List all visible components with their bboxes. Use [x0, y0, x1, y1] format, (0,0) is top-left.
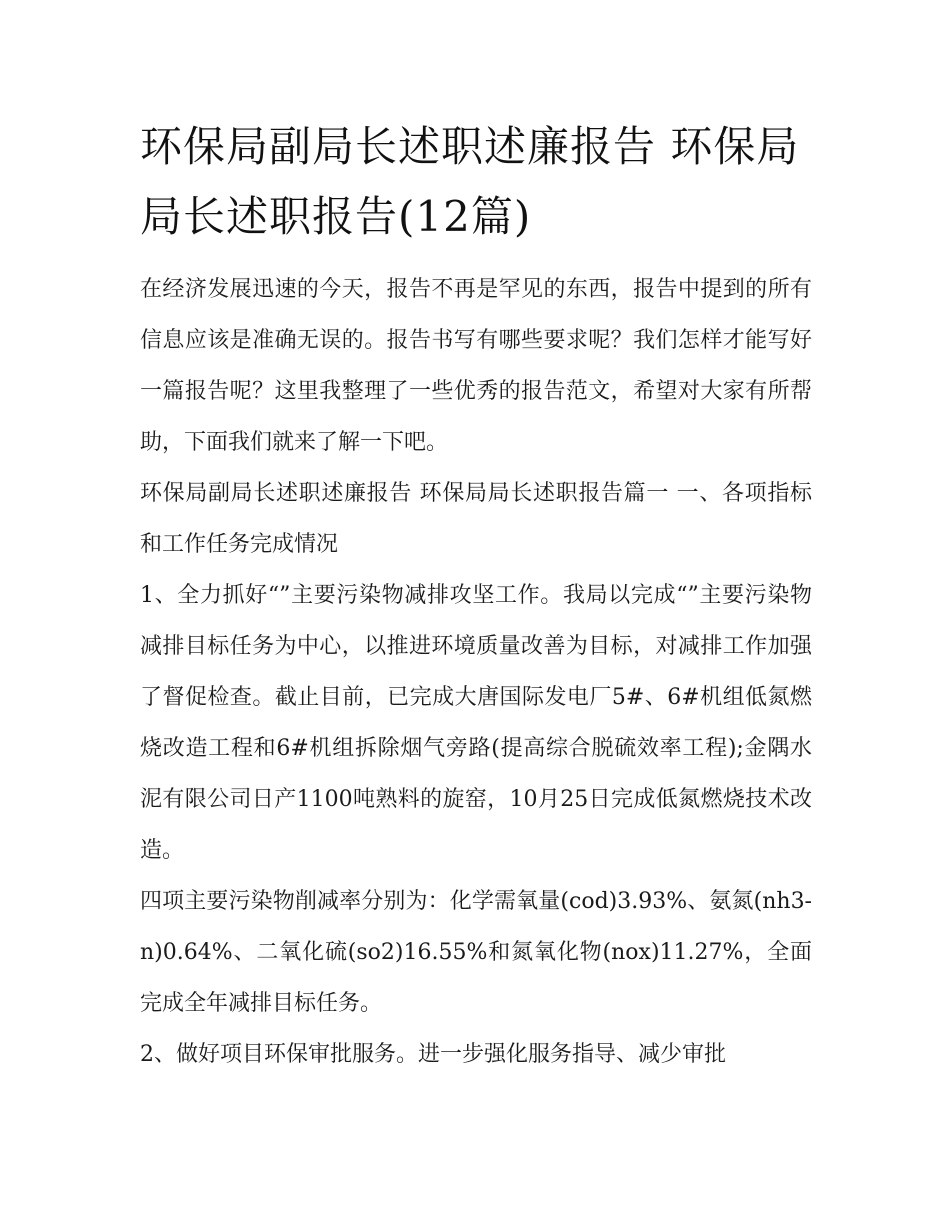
- body-paragraph: 四项主要污染物削减率分别为：化学需氧量(cod)3.93%、氨氮(nh3-n)0.64%、二氧化硫(so2)16.55%和氮氧化物(nox)11.27%，全面完成全年减排目标任务。: [140, 889, 812, 1016]
- intro-paragraph: 在经济发展迅速的今天，报告不再是罕见的东西，报告中提到的所有信息应该是准确无误的。报告书写有哪些要求呢？我们怎样才能写好一篇报告呢？这里我整理了一些优秀的报告范文，希望对大家有所帮助，下面我们就来了解一下吧。: [140, 277, 812, 455]
- body-paragraph: 2、做好项目环保审批服务。进一步强化服务指导、减少审批: [140, 1042, 726, 1067]
- document-title: 环保局副局长述职述廉报告 环保局局长述职报告(12篇): [140, 122, 800, 241]
- body-paragraph: 1、全力抓好“”主要污染物减排攻坚工作。我局以完成“”主要污染物减排目标任务为中心，以推进环境质量改善为目标，对减排工作加强了督促检查。截止目前，已完成大唐国际发电厂5#、6#机组低氮燃烧改造工程和6#机组拆除烟气旁路(提高综合脱硫效率工程);金隅水泥有限公司日产1100吨熟料的旋窑，10月25日完成低氮燃烧技术改造。: [140, 583, 812, 863]
- document-body: [140, 112, 812, 1080]
- section-heading-paragraph: 环保局副局长述职述廉报告 环保局局长述职报告篇一 一、各项指标和工作任务完成情况: [140, 481, 812, 557]
